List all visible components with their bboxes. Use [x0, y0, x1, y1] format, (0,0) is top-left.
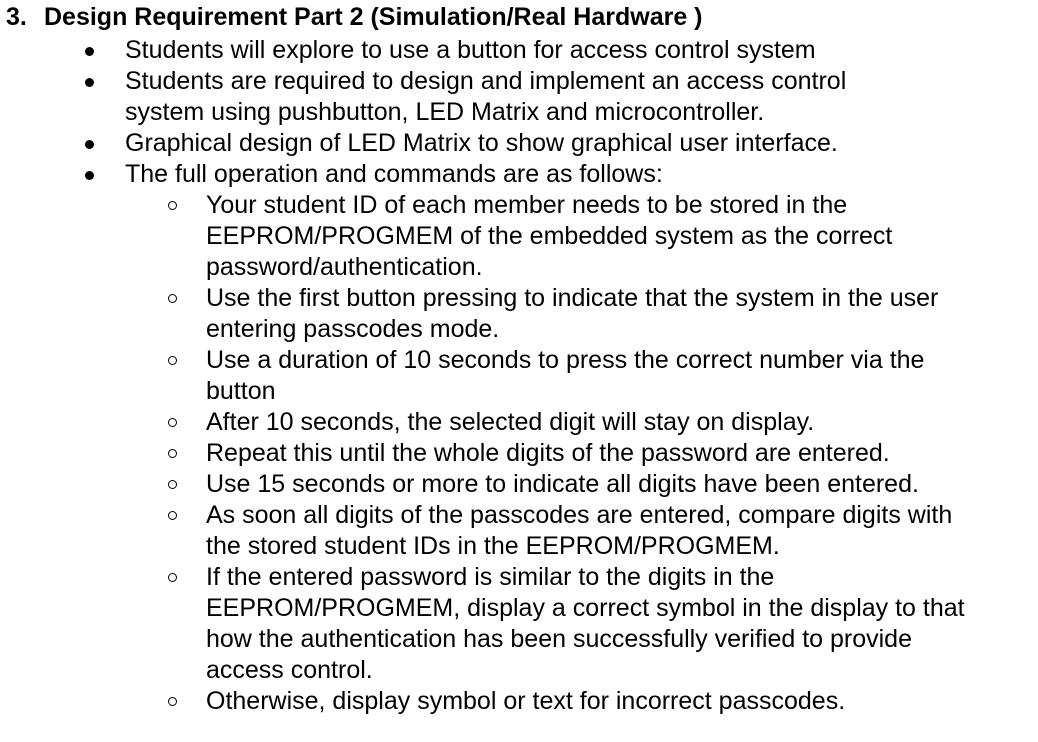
sub-item-text: Otherwise, display symbol or text for incorrect passcodes. [206, 687, 846, 715]
bullet-icon [85, 47, 94, 56]
sub-list-item [206, 190, 966, 283]
list-item [0, 35, 885, 66]
circle-bullet-icon [168, 573, 177, 582]
sub-list-item [206, 438, 966, 469]
circle-bullet-icon [168, 418, 177, 427]
bullet-text: Students are required to design and implement an access control system using pushbutton, LED Matrix and microcontroller. [125, 67, 847, 126]
operation-steps-list [125, 190, 965, 717]
circle-bullet-icon [168, 480, 177, 489]
circle-bullet-icon [168, 697, 177, 706]
section-title: Design Requirement Part 2 (Simulation/Real Hardware ) [44, 3, 703, 31]
sub-item-text: As soon all digits of the passcodes are entered, compare digits with the stored student IDs in the EEPROM/PROGMEM. [206, 501, 953, 560]
sub-item-text: Your student ID of each member needs to be stored in the EEPROM/PROGMEM of the embedded system as the correct password/authentication. [206, 191, 893, 281]
bullet-icon [85, 78, 94, 87]
sub-list-item [206, 686, 926, 717]
sub-item-text: Use the first button pressing to indicate that the system in the user entering passcodes mode. [206, 284, 939, 343]
section-number: 3. [6, 3, 27, 31]
circle-bullet-icon [168, 449, 177, 458]
sub-list-item [206, 345, 946, 407]
circle-bullet-icon [168, 201, 177, 210]
circle-bullet-icon [168, 294, 177, 303]
sub-item-text: After 10 seconds, the selected digit will stay on display. [206, 408, 815, 436]
circle-bullet-icon [168, 356, 177, 365]
sub-list-item [206, 469, 996, 500]
section-heading [6, 2, 703, 33]
bullet-text: Students will explore to use a button for access control system [125, 36, 816, 64]
sub-list-item [206, 283, 946, 345]
sub-list-item [206, 407, 906, 438]
sub-list-item [206, 562, 986, 686]
list-item [0, 159, 965, 717]
requirements-list [0, 35, 1038, 717]
bullet-text: Graphical design of LED Matrix to show graphical user interface. [125, 129, 838, 157]
sub-list-item [206, 500, 966, 562]
bullet-icon [85, 171, 94, 180]
bullet-text: The full operation and commands are as follows: [125, 160, 663, 188]
bullet-icon [85, 140, 94, 149]
circle-bullet-icon [168, 511, 177, 520]
sub-item-text: Use a duration of 10 seconds to press the correct number via the button [206, 346, 925, 405]
list-item [0, 128, 925, 159]
sub-item-text: Use 15 seconds or more to indicate all digits have been entered. [206, 470, 919, 498]
sub-item-text: If the entered password is similar to the digits in the EEPROM/PROGMEM, display a correct symbol in the display to that how the authentication has been successfully verified to provide access control. [206, 563, 965, 684]
list-item [0, 66, 925, 128]
sub-item-text: Repeat this until the whole digits of the password are entered. [206, 439, 890, 467]
